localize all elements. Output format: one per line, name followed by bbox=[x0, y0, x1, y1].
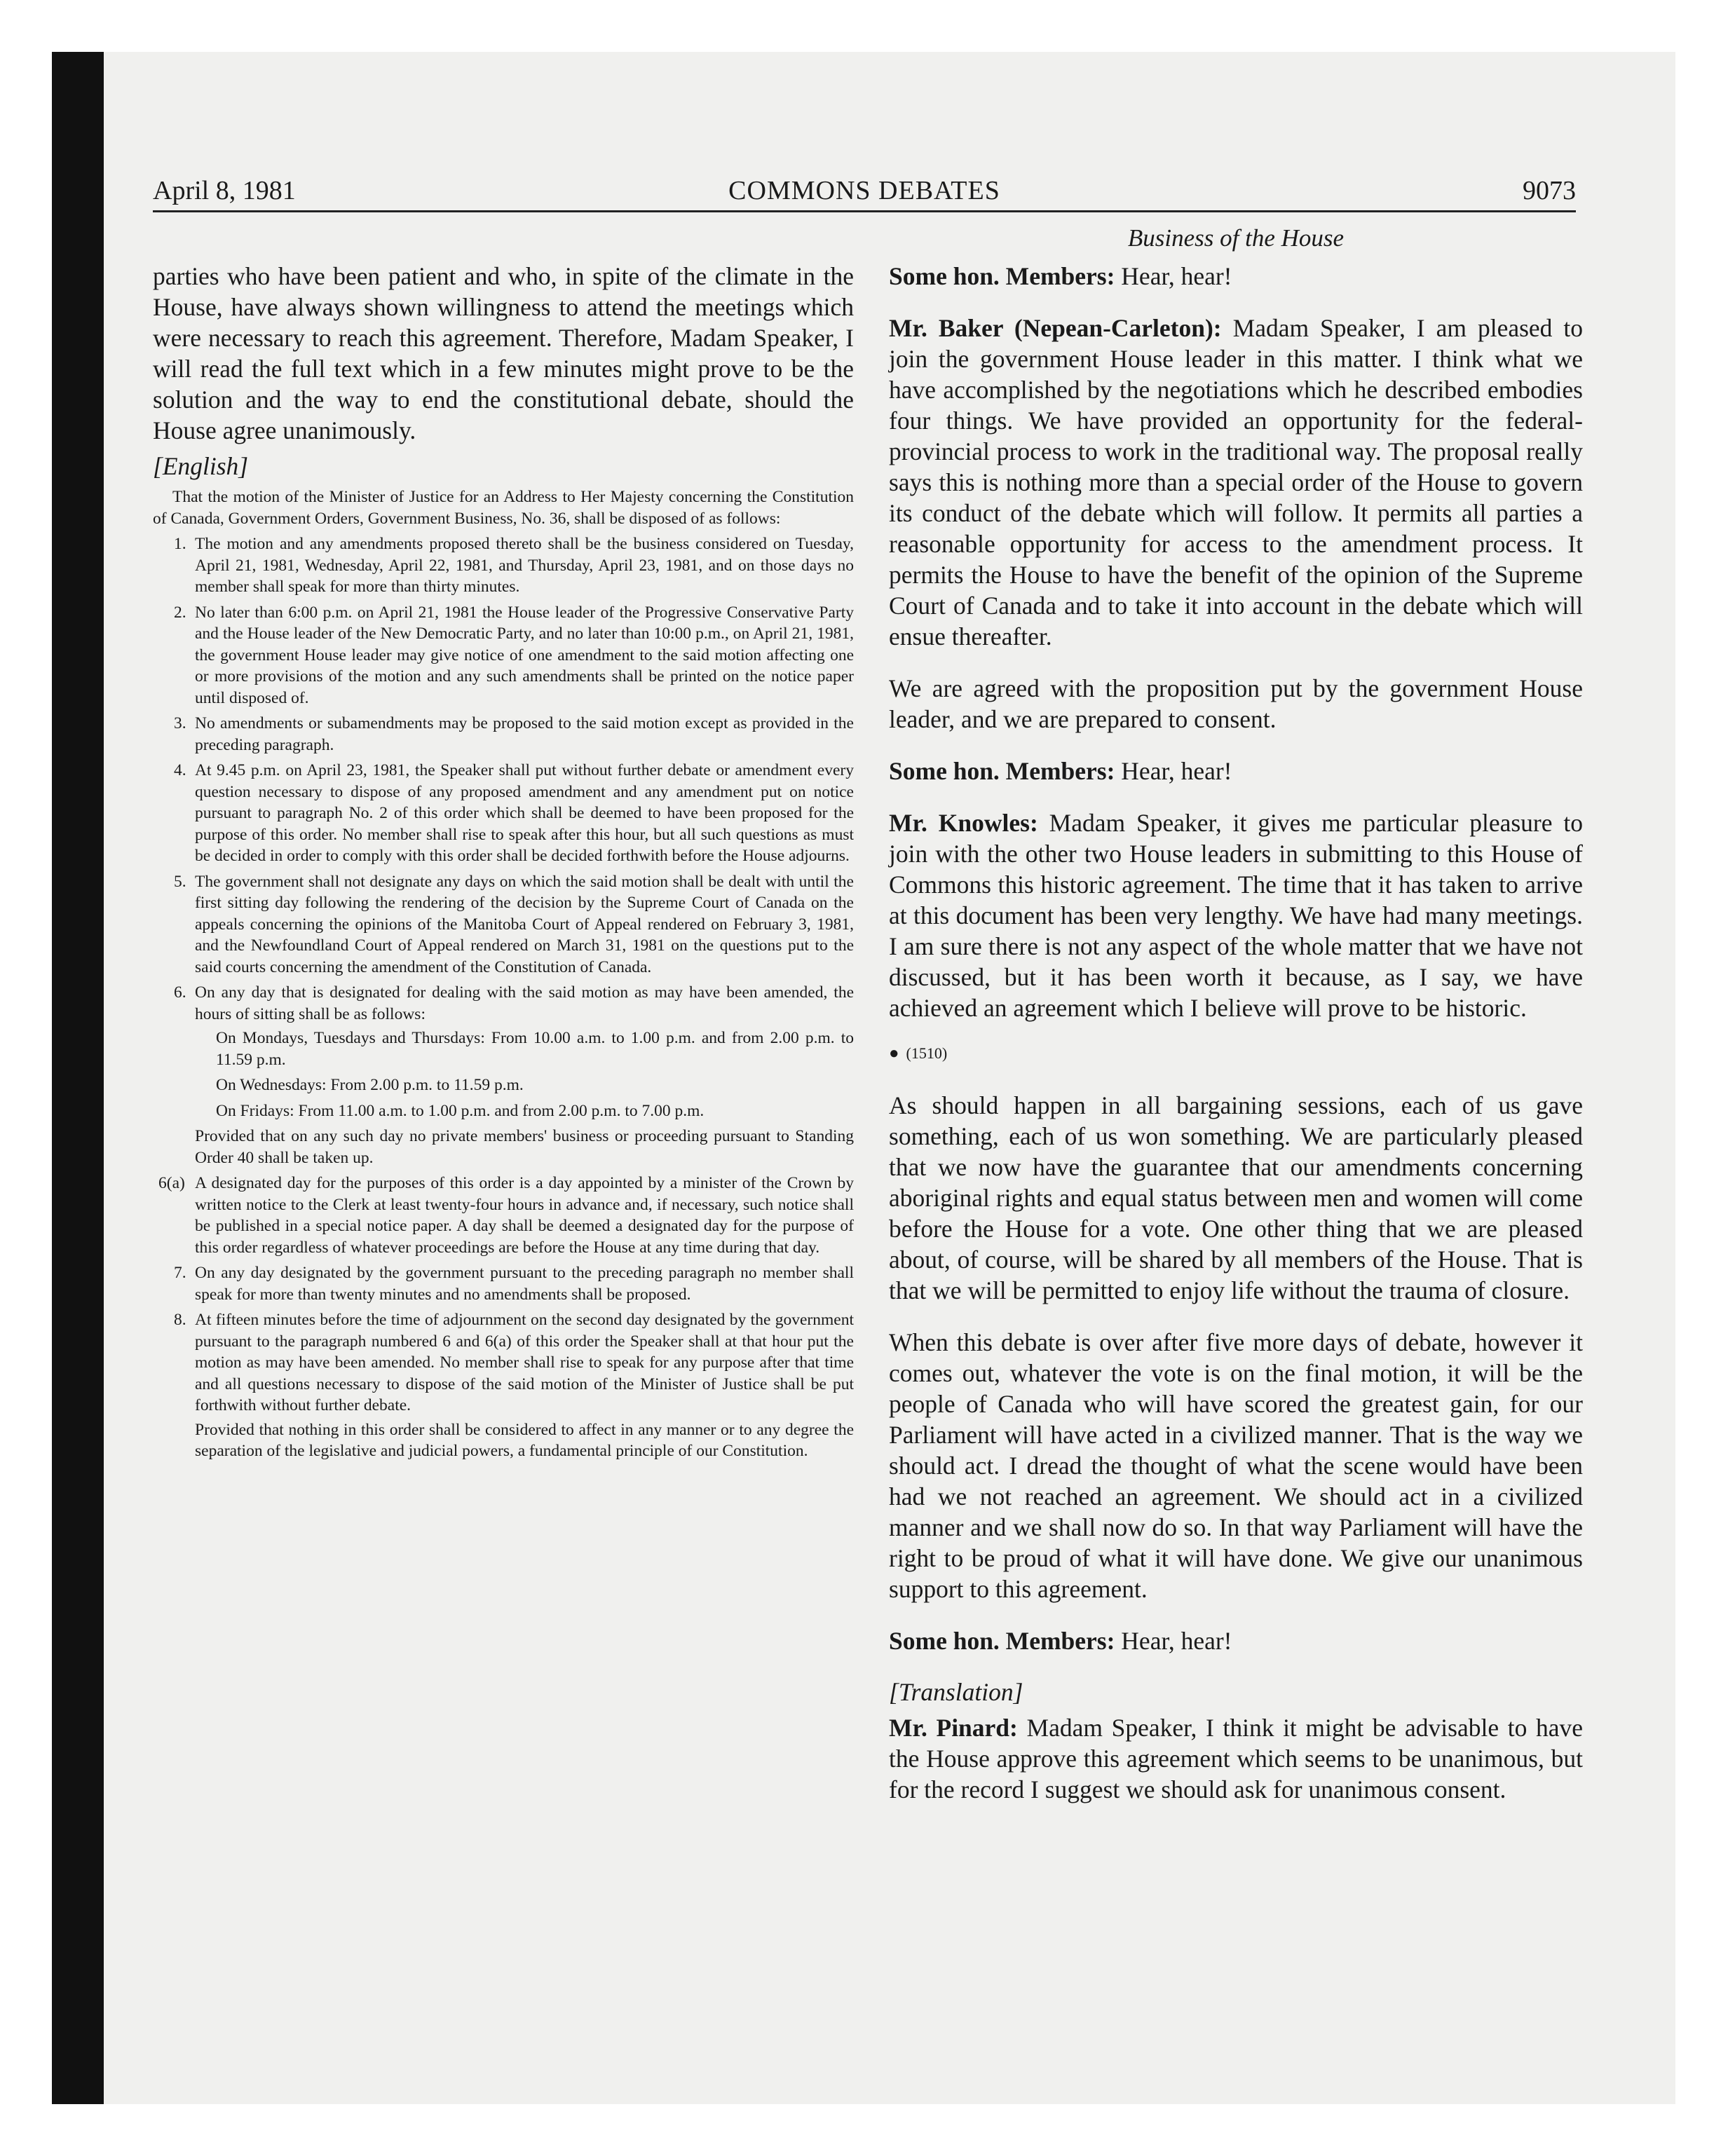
scan-margin-bar bbox=[52, 52, 104, 2104]
language-tag-english bbox=[153, 451, 854, 481]
time-stamp bbox=[889, 1044, 1583, 1063]
clause-number: 2. bbox=[174, 603, 186, 622]
motion-text bbox=[153, 486, 854, 1462]
applause-2 bbox=[889, 756, 1583, 786]
clause-number: 6. bbox=[174, 983, 186, 1002]
final-proviso: Provided that nothing in this order shall be considered to affect in any manner or to any degree the separation of the legislative and judicial powers, a fundamental principle of our Constitution. bbox=[195, 1420, 854, 1460]
clause-number: 1. bbox=[174, 535, 186, 553]
section-title: Business of the House bbox=[1127, 224, 1345, 252]
speech-text: Hear, hear! bbox=[1121, 262, 1232, 290]
clause-number: 7. bbox=[174, 1264, 186, 1282]
applause-3 bbox=[889, 1625, 1583, 1656]
motion-clauses bbox=[153, 533, 854, 1462]
clause-4 bbox=[153, 760, 854, 867]
knowles-speech-3: When this debate is over after five more days of debate, however it comes out, whatever the vote is on the final motion, it will be the people of Canada who will have scored the greatest gain, for our Parliament will have acted in a civilized manner. That is the way we should act. I dread the thought of what the scene would have been had we not reached an agreement. We should act in a civilized manner and we shall now do so. In that way Parliament will have the right to be proud of what it will have done. We give our unanimous support to this agreement. bbox=[889, 1328, 1583, 1603]
header-page-number: 9073 bbox=[1523, 176, 1576, 205]
intro-paragraph: parties who have been patient and who, in spite of the climate in the House, have always shown willingness to attend the meetings which were necessary to reach this agreement. Therefore, Madam Speaker, I will read the full text which in a few minutes might prove to be the solution and the way to end the constitutional debate, should the House agree unanimously. bbox=[153, 262, 854, 444]
speaker-name: Mr. Pinard: bbox=[889, 1714, 1018, 1742]
hours-wednesday: On Wednesdays: From 2.00 p.m. to 11.59 p.m. bbox=[216, 1076, 524, 1094]
clause-text: The government shall not designate any days on which the said motion shall be dealt with until the first sitting day following the rendering of the decision by the Supreme Court of Canada on the appeals concerning the opinions of the Manitoba Court of Appeal rendered on February 3, 1981, and the Newfoundland Court of Appeal rendered on March 31, 1981 on the questions put to the said courts concerning the amendment of the Constitution of Canada. bbox=[195, 872, 854, 976]
language-tag-text: [Translation] bbox=[889, 1678, 1023, 1706]
page-header bbox=[153, 168, 1576, 212]
header-title: COMMONS DEBATES bbox=[728, 176, 1000, 205]
clause-7 bbox=[153, 1262, 854, 1305]
clause-1 bbox=[153, 533, 854, 598]
speaker-name: Some hon. Members: bbox=[889, 757, 1115, 785]
time-stamp-text: (1510) bbox=[906, 1044, 948, 1062]
hours-friday: On Fridays: From 11.00 a.m. to 1.00 p.m. and from 2.00 p.m. to 7.00 p.m. bbox=[216, 1101, 705, 1120]
clause-8 bbox=[153, 1309, 854, 1462]
speaker-name: Some hon. Members: bbox=[889, 262, 1115, 290]
baker-speech-1 bbox=[889, 313, 1583, 652]
speaker-name: Mr. Knowles: bbox=[889, 809, 1038, 837]
clause-text: On any day designated by the government pursuant to the preceding paragraph no member shall speak for more than twenty minutes and no amendments shall be proposed. bbox=[195, 1264, 854, 1304]
clause-3 bbox=[153, 713, 854, 756]
speaker-name: Some hon. Members: bbox=[889, 1627, 1115, 1655]
clause-6 bbox=[153, 982, 854, 1168]
hours-mon-tue-thu: On Mondays, Tuesdays and Thursdays: From 10.00 a.m. to 1.00 p.m. and from 2.00 p.m. to 11.59 p.m. bbox=[216, 1029, 854, 1069]
clause-text: At fifteen minutes before the time of adjournment on the second day designated by the government pursuant to the paragraph numbered 6 and 6(a) of this order the Speaker shall at that hour put the motion as may have been amended. No member shall rise to speak for any purpose after that time and all questions necessary to dispose of the said motion of the Minister of Justice shall be put forthwith without further debate. bbox=[195, 1311, 854, 1414]
clause-number: 5. bbox=[174, 872, 186, 891]
clause-number: 3. bbox=[174, 714, 186, 732]
bullet-icon: ● bbox=[889, 1044, 899, 1063]
baker-speech-2: We are agreed with the proposition put by the government House leader, and we are prepared to consent. bbox=[889, 674, 1583, 733]
speech-text: Hear, hear! bbox=[1121, 757, 1232, 785]
applause-1 bbox=[889, 261, 1583, 292]
knowles-speech-1 bbox=[889, 807, 1583, 1023]
clause-text: No later than 6:00 p.m. on April 21, 1981 the House leader of the Progressive Conservative Party and the House leader of the New Democratic Party, and no later than 10:00 p.m., on April 21, 1981, the government House leader may give notice of one amendment to the said motion affecting one or more provisions of the motion and any such amendments shall be printed on the notice paper until disposed of. bbox=[195, 603, 854, 707]
clause-text: The motion and any amendments proposed thereto shall be the business considered on Tuesday, April 21, 1981, Wednesday, April 22, 1981, and Thursday, April 23, 1981, and on those days no member shall speak for more than thirty minutes. bbox=[195, 535, 854, 596]
clause-6a bbox=[153, 1173, 854, 1258]
header-date: April 8, 1981 bbox=[153, 176, 296, 205]
speech-text: Hear, hear! bbox=[1121, 1627, 1232, 1655]
pinard-speech bbox=[889, 1712, 1583, 1805]
left-column bbox=[153, 224, 854, 1466]
speech-text: Madam Speaker, I am pleased to join the government House leader in this matter. I think what we have accomplished by the negotiations which he described embodies four things. We have provided an opportunity for the federal-provincial process to work in the traditional way. The proposal really says this is nothing more than a special order of the House to govern its conduct of the debate which will follow. It permits all parties a reasonable opportunity for access to the amendment process. It permits the House to have the benefit of the opinion of the Supreme Court of Canada and to take it into account in the debate which will ensue thereafter. bbox=[889, 314, 1583, 650]
speech-text: Madam Speaker, it gives me particular pleasure to join with the other two House leaders in submitting to this House of Commons this historic agreement. The time that it has taken to arrive at this document has been very lengthy. We have had many meetings. I am sure there is not any aspect of the whole matter that we have not discussed, but it has been worth it because, as I say, we have achieved an agreement which I believe will prove to be historic. bbox=[889, 809, 1583, 1022]
clause-number: 4. bbox=[174, 761, 186, 779]
language-tag-text: [English] bbox=[153, 452, 249, 480]
clause-number: 6(a) bbox=[158, 1174, 185, 1192]
clause-text: A designated day for the purposes of this order is a day appointed by a minister of the Crown by written notice to the Clerk at least twenty-four hours in advance and, if necessary, such notice shall be published in a special notice paper. A day shall be deemed a designated day for the purpose of this order regardless of whatever proceedings are before the House at any time during that day. bbox=[195, 1174, 854, 1257]
motion-intro: That the motion of the Minister of Justice for an Address to Her Majesty concerning the Constitution of Canada, Government Orders, Government Business, No. 36, shall be disposed of as follows: bbox=[153, 488, 854, 528]
clause-5 bbox=[153, 871, 854, 978]
clause-6-proviso: Provided that on any such day no private members' business or proceeding pursuant to Standing Order 40 shall be taken up. bbox=[195, 1127, 854, 1167]
speech-text: Madam Speaker, I think it might be advisable to have the House approve this agreement which seems to be unanimous, but for the record I suggest we should ask for unanimous consent. bbox=[889, 1714, 1583, 1803]
knowles-speech-2: As should happen in all bargaining sessions, each of us gave something, each of us won something. We are particularly pleased that we now have the guarantee that our amendments concerning aboriginal rights and equal status between men and women will come before the House for a vote. One other thing that we are pleased about, of course, will be shared by all members of the House. That is that we will be permitted to enjoy life without the trauma of closure. bbox=[889, 1091, 1583, 1304]
clause-2 bbox=[153, 602, 854, 709]
clause-number: 8. bbox=[174, 1311, 186, 1329]
clause-text: At 9.45 p.m. on April 23, 1981, the Speaker shall put without further debate or amendment every question necessary to dispose of any proposed amendment and any amendment put on notice pursuant to paragraph No. 2 of this order which shall be deemed to have been proposed for the purpose of this order. No member shall rise to speak after this hour, but all such questions as must be decided in order to comply with this order shall be decided forthwith before the House adjourns. bbox=[195, 761, 854, 865]
language-tag-translation bbox=[889, 1677, 1583, 1707]
clause-text: On any day that is designated for dealing with the said motion as may have been amended, the hours of sitting shall be as follows: bbox=[195, 983, 854, 1023]
right-column bbox=[889, 224, 1583, 1826]
speaker-name: Mr. Baker (Nepean-Carleton): bbox=[889, 314, 1222, 342]
clause-text: No amendments or subamendments may be proposed to the said motion except as provided in the preceding paragraph. bbox=[195, 714, 854, 754]
